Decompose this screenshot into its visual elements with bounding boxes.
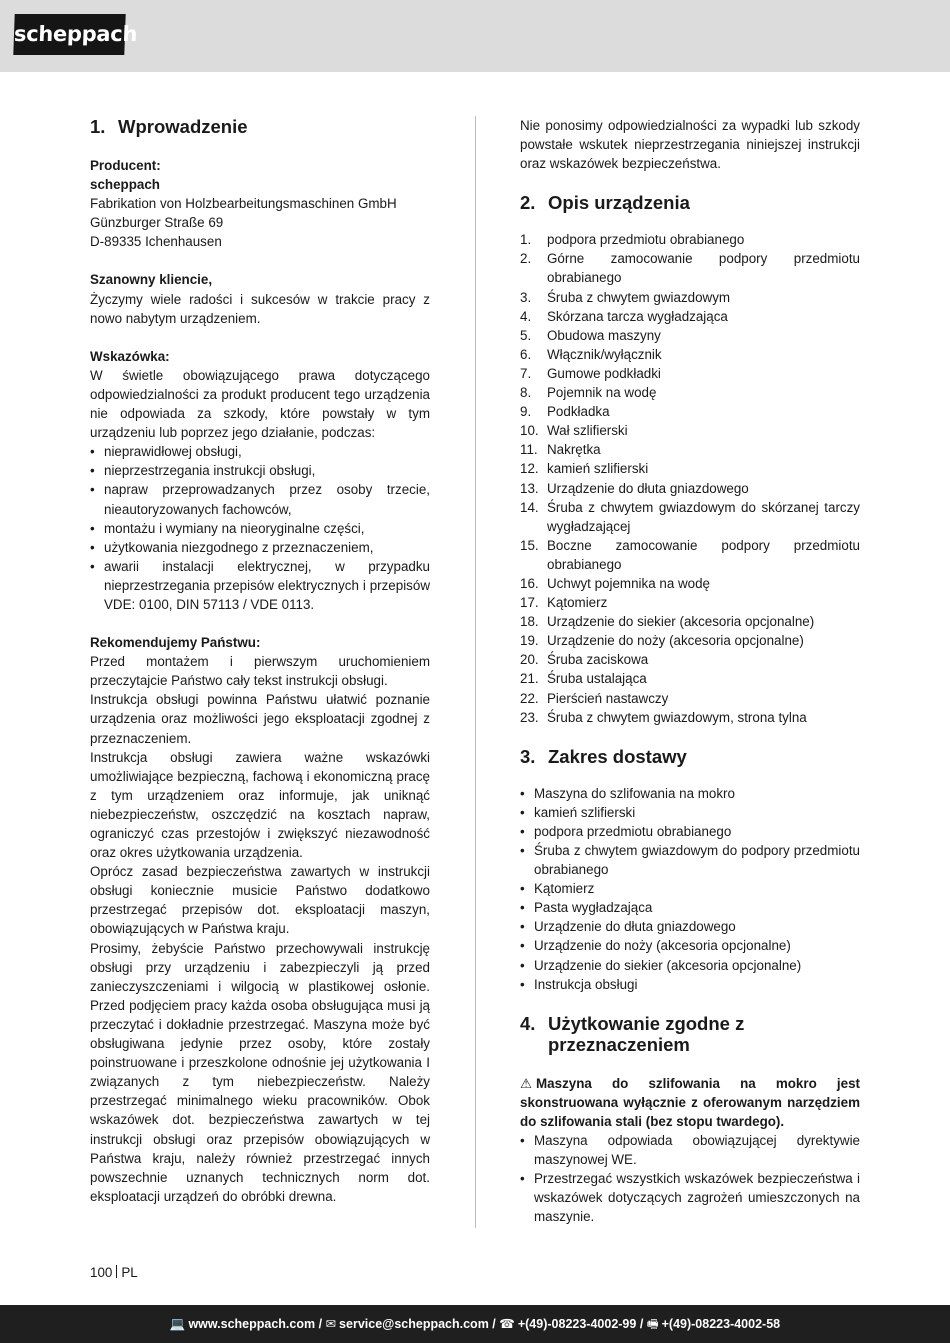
recommend-label: Rekomendujemy Państwu: [90, 635, 261, 651]
list-item [520, 383, 860, 402]
address-line: Fabrikation von Holzbearbeitungsmaschinen GmbH [90, 196, 397, 212]
producer-label: Producent: [90, 158, 161, 173]
item-number: 7. [520, 365, 532, 381]
list-item [520, 364, 860, 383]
list-item: • Przestrzegać wszystkich wskazówek bezpieczeństwa i wskazówek dotyczących zagrożeń umieszczonych na maszynie. [520, 1169, 860, 1226]
list-item [520, 326, 860, 345]
fax-icon: 🖷 [646, 1317, 659, 1331]
item-text: Śruba ustalająca [547, 671, 647, 687]
list-item [520, 249, 860, 287]
list-item: • Śruba z chwytem gwiazdowym do podpory przedmiotu obrabianego [520, 841, 860, 879]
list-item: • awarii instalacji elektrycznej, w przypadku nieprzestrzegania przepisów elektrycznych i przepisów VDE: 0100, DIN 57113 / VDE 0113. [90, 557, 430, 614]
mail-icon: ✉ [325, 1317, 337, 1331]
item-number: 20. [520, 652, 539, 668]
list-item [520, 230, 860, 249]
phone-icon: ☎ [499, 1317, 515, 1331]
address-line: Günzburger Straße 69 [90, 215, 224, 231]
note-text: W świetle obowiązującego prawa dotyczącego odpowiedzialności za produkt producent tego urządzenia nie odpowiada za szkody, które powstały w tym urządzeniu lub poprzez jego działanie, podczas: [90, 367, 430, 441]
fax-number: +(49)-08223-4002-58 [661, 1317, 781, 1331]
list-item [520, 669, 860, 688]
greeting-label: Szanowny kliencie, [90, 272, 213, 288]
list-item: • Pasta wygładzająca [520, 898, 860, 917]
note-label: Wskazówka: [90, 348, 170, 364]
list-item: • Maszyna odpowiada obowiązującej dyrektywie maszynowej WE. [520, 1131, 860, 1169]
website-link[interactable]: www.scheppach.com [188, 1317, 316, 1331]
list-item [520, 708, 860, 727]
list-item: • Instrukcja obsługi [520, 975, 860, 994]
list-item [520, 650, 860, 669]
computer-icon: 💻 [169, 1317, 186, 1331]
item-text: Wał szlifierski [547, 423, 628, 439]
list-item: • nieprawidłowej obsługi, [90, 442, 430, 461]
list-item: • napraw przeprowadzanych przez osoby trzecie, nieautoryzowanych fachowców, [90, 480, 430, 518]
section-4-heading [520, 1013, 860, 1055]
item-text: podpora przedmiotu obrabianego [547, 232, 745, 248]
left-column [90, 116, 430, 1206]
page-number [90, 1265, 138, 1280]
section-3-title: Zakres dostawy [548, 745, 687, 767]
list-item: • kamień szlifierski [520, 803, 860, 822]
list-item [520, 498, 860, 536]
item-number: 22. [520, 690, 539, 706]
item-text: Górne zamocowanie podpory przedmiotu obrabianego [547, 251, 860, 286]
list-item: • podpora przedmiotu obrabianego [520, 822, 860, 841]
item-number: 3. [520, 289, 532, 305]
list-item [520, 421, 860, 440]
liability-text: Nie ponosimy odpowiedzialności za wypadki lub szkody powstałe wskutek nieprzestrzegania niniejszej instrukcji oraz wskazówek bezpieczeństwa. [520, 118, 860, 172]
list-item: • montażu i wymiany na nieoryginalne części, [90, 519, 430, 538]
recommend-paragraph: Instrukcja obsługi powinna Państwu ułatwić poznanie urządzenia oraz możliwości jego eksploatacji zgodnej z przeznaczeniem. [90, 692, 430, 746]
section-1-heading [90, 116, 430, 137]
list-item: • Maszyna do szlifowania na mokro [520, 784, 860, 803]
list-item [520, 612, 860, 631]
item-number: 21. [520, 671, 539, 687]
item-text: kamień szlifierski [547, 461, 649, 477]
warning-icon: ⚠ [520, 1075, 533, 1091]
header-bar [0, 0, 950, 72]
right-column [520, 116, 860, 1227]
item-text: Skórzana tarcza wygładzająca [547, 308, 728, 324]
list-item: • Kątomierz [520, 879, 860, 898]
item-text: Urządzenie do noży (akcesoria opcjonalne) [547, 633, 804, 649]
separator: / [639, 1317, 644, 1331]
page-separator [116, 1265, 117, 1278]
address-line: D-89335 Ichenhausen [90, 234, 222, 250]
item-number: 2. [520, 251, 532, 267]
phone-number: +(49)-08223-4002-99 [517, 1317, 637, 1331]
section-3-number: 3. [520, 745, 536, 767]
recommend-paragraph: Instrukcja obsługi zawiera ważne wskazówki umożliwiające bezpieczną, fachową i ekonomiczną pracę z tym urządzeniem oraz informuje, jak uniknąć niebezpieczeństw, oszczędzić na kosztach napraw, ograniczyć czas przestojów i zwiększyć niezawodność oraz okres użytkowania urządzenia. [90, 749, 430, 861]
footer-bar [0, 1305, 950, 1343]
list-item [520, 536, 860, 574]
list-item [520, 307, 860, 326]
item-number: 16. [520, 575, 539, 591]
section-1-title: Wprowadzenie [118, 116, 248, 137]
item-text: Urządzenie do siekier (akcesoria opcjonalne) [547, 614, 815, 630]
list-item: • Urządzenie do dłuta gniazdowego [520, 917, 860, 936]
list-item [520, 593, 860, 612]
list-item: • Urządzenie do siekier (akcesoria opcjonalne) [520, 956, 860, 975]
note-list [90, 442, 430, 614]
separator: / [318, 1317, 323, 1331]
item-text: Śruba z chwytem gwiazdowym [547, 289, 731, 305]
greeting-text: Życzymy wiele radości i sukcesów w trakcie pracy z nowo nabytym urządzeniem. [90, 291, 430, 326]
intended-use-list [520, 1131, 860, 1226]
recommend-paragraph: Prosimy, żebyście Państwo przechowywali instrukcję obsługi przy urządzeniu i zabezpieczyli ją przed zanieczyszczeniami i wilgocią w plastikowej osłonie. Przed podjęciem pracy każda osoba obsługująca musi ją przeczytać i dokładnie przestrzegać. Maszyna może być obsługiwana jedynie przez osoby, które zostały poinstruowane i przeszkolone odnośnie jej użytkowania I związanych z tym niebezpieczeństw. Należy przestrzegać minimalnego wieku pracowników. Obok wskazówek dot. bezpieczeństwa zawartych w tej instrukcji obsługi oraz przepisów obowiązujących w Państwa kraju, należy również przestrzegać innych powszechnie uznanych technicznych norm dot. eksploatacji urządzeń do obróbki drewna. [90, 940, 430, 1204]
item-number: 1. [520, 232, 532, 248]
list-item [520, 689, 860, 708]
item-number: 8. [520, 385, 532, 401]
item-text: Nakrętka [547, 442, 601, 458]
warning-paragraph [520, 1074, 860, 1131]
section-3-heading [520, 746, 860, 767]
list-item: • nieprzestrzegania instrukcji obsługi, [90, 461, 430, 480]
section-4-number: 4. [520, 1012, 536, 1034]
item-number: 6. [520, 346, 532, 362]
item-text: Włącznik/wyłącznik [547, 346, 662, 362]
separator: / [492, 1317, 496, 1331]
item-text: Podkładka [547, 404, 610, 420]
parts-list [520, 230, 860, 726]
item-number: 17. [520, 595, 539, 611]
section-2-title: Opis urządzenia [548, 192, 690, 214]
item-text: Uchwyt pojemnika na wodę [547, 575, 711, 591]
section-4-title: Użytkowanie zgodne z przeznaczeniem [548, 1012, 745, 1055]
item-text: Boczne zamocowanie podpory przedmiotu obrabianego [547, 537, 860, 572]
list-item [520, 402, 860, 421]
item-text: Gumowe podkładki [547, 365, 661, 381]
list-item [520, 574, 860, 593]
item-number: 15. [520, 537, 539, 553]
section-1-number: 1. [90, 116, 106, 137]
list-item [520, 440, 860, 459]
scheppach-logo: scheppach [13, 14, 125, 55]
item-text: Pierścień nastawczy [547, 690, 669, 706]
list-item [520, 631, 860, 650]
item-number: 13. [520, 480, 539, 496]
item-text: Obudowa maszyny [547, 327, 661, 343]
item-text: Śruba z chwytem gwiazdowym, strona tylna [547, 709, 807, 725]
list-item [520, 345, 860, 364]
item-number: 9. [520, 404, 532, 420]
item-number: 18. [520, 614, 539, 630]
warning-text: Maszyna do szlifowania na mokro jest skonstruowana wyłącznie z oferowanym narzędziem do szlifowania stali (bez stopu twardego). [520, 1075, 860, 1129]
item-text: Kątomierz [547, 595, 608, 611]
producer-name: scheppach [90, 177, 160, 193]
item-number: 12. [520, 461, 539, 477]
item-number: 23. [520, 709, 539, 725]
item-text: Śruba zaciskowa [547, 652, 649, 668]
list-item [520, 288, 860, 307]
item-text: Śruba z chwytem gwiazdowym do skórzanej tarczy wygładzającej [547, 499, 860, 534]
item-number: 10. [520, 423, 539, 439]
list-item: • użytkowania niezgodnego z przeznaczeniem, [90, 538, 430, 557]
item-number: 11. [520, 442, 538, 458]
list-item [520, 479, 860, 498]
item-number: 4. [520, 308, 532, 324]
page-number-value: 100 [90, 1265, 113, 1280]
item-number: 5. [520, 327, 532, 343]
delivery-list [520, 784, 860, 994]
item-number: 19. [520, 633, 539, 649]
language-code: PL [121, 1265, 138, 1280]
item-number: 14. [520, 499, 539, 515]
recommend-paragraph: Przed montażem i pierwszym uruchomieniem przeczytajcie Państwo cały tekst instrukcji obsługi. [90, 654, 430, 689]
list-item [520, 459, 860, 478]
email-link[interactable]: service@scheppach.com [339, 1317, 489, 1331]
section-2-number: 2. [520, 192, 536, 214]
column-divider [475, 116, 476, 1228]
item-text: Urządzenie do dłuta gniazdowego [547, 480, 749, 496]
list-item: • Urządzenie do noży (akcesoria opcjonalne) [520, 936, 860, 955]
section-2-heading [520, 192, 860, 213]
recommend-paragraph: Oprócz zasad bezpieczeństwa zawartych w instrukcji obsługi koniecznie musicie Państwo dodatkowo przestrzegać przepisów dot. eksploatacji maszyn, obowiązujących w Państwa kraju. [90, 864, 430, 937]
item-text: Pojemnik na wodę [547, 385, 657, 401]
